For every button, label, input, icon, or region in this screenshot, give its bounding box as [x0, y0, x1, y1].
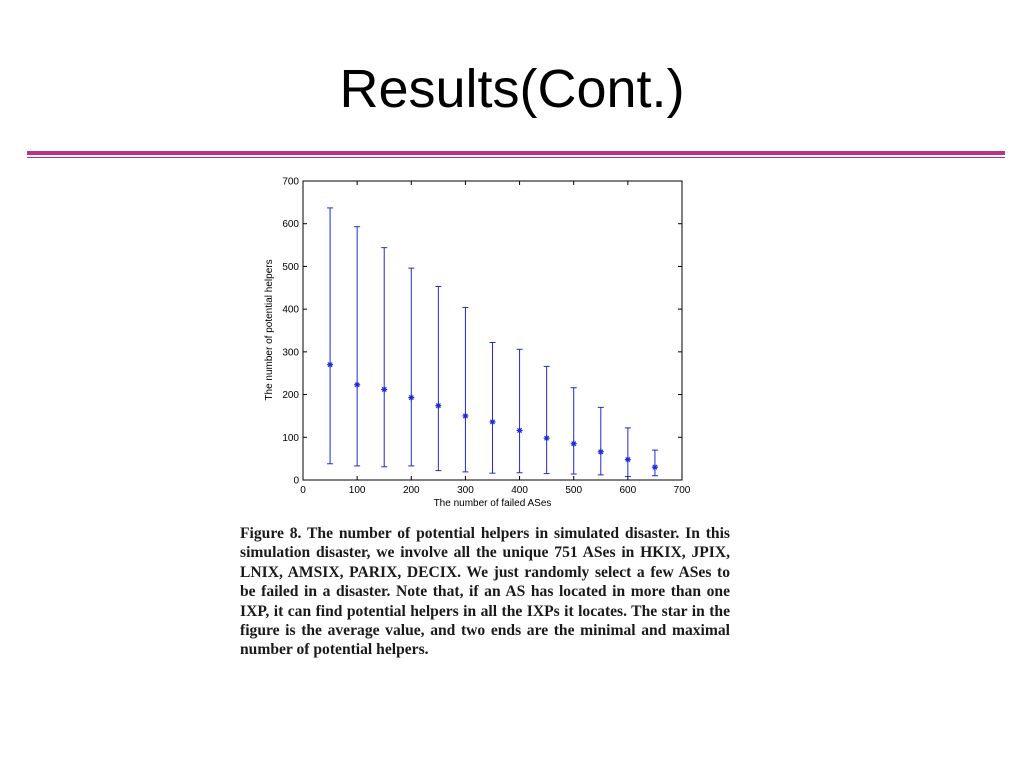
x-tick-label: 300: [457, 485, 474, 496]
x-tick-label: 100: [348, 485, 366, 496]
y-tick-label: 500: [282, 261, 299, 273]
average-star-marker: [381, 386, 387, 392]
x-tick-label: 400: [511, 485, 528, 496]
x-axis-label: The number of failed ASes: [433, 498, 552, 509]
figure-caption: Figure 8. The number of potential helpers in simulated disaster. In this simulation disaster, we involve all the unique 751 ASes in HKIX, JPIX, LNIX, AMSIX, PARIX, DECIX. We just randomly select a few ASes to be failed in a disaster. Note that, if an AS has located in more than one IXP, it can find potential helpers in all the IXPs it locates. The star in the figure is the average value, and two ends are the minimal and maximal number of potential helpers.: [240, 525, 730, 659]
y-tick-label: 600: [282, 219, 299, 231]
x-tick-label: 0: [300, 485, 306, 496]
x-tick-label: 200: [402, 485, 420, 496]
y-tick-label: 200: [282, 390, 299, 402]
y-axis: [282, 177, 682, 487]
series-errorbars: [327, 208, 658, 477]
average-star-marker: [462, 413, 468, 419]
y-tick-label: 300: [282, 347, 299, 359]
average-star-marker: [544, 435, 550, 441]
y-tick-label: 100: [282, 432, 299, 444]
slide-title: Results(Cont.): [339, 59, 685, 119]
average-star-marker: [598, 449, 604, 455]
average-star-marker: [435, 403, 441, 409]
x-tick-label: 700: [673, 485, 691, 496]
title-divider-thin: [27, 157, 1005, 158]
errorbar-chart: [258, 168, 708, 513]
y-tick-label: 0: [293, 475, 299, 487]
average-star-marker: [408, 395, 414, 401]
y-axis-label: The number of potential helpers: [264, 259, 275, 401]
x-axis: [300, 181, 691, 496]
title-divider: [27, 151, 1005, 155]
average-star-marker: [571, 441, 577, 447]
average-star-marker: [327, 362, 333, 368]
average-star-marker: [517, 427, 523, 433]
x-tick-label: 600: [619, 485, 637, 496]
y-tick-label: 700: [282, 176, 299, 188]
average-star-marker: [490, 419, 496, 425]
y-tick-label: 400: [282, 304, 299, 316]
average-star-marker: [625, 456, 631, 462]
average-star-marker: [652, 464, 658, 470]
x-tick-label: 500: [565, 485, 583, 496]
average-star-marker: [354, 382, 360, 388]
